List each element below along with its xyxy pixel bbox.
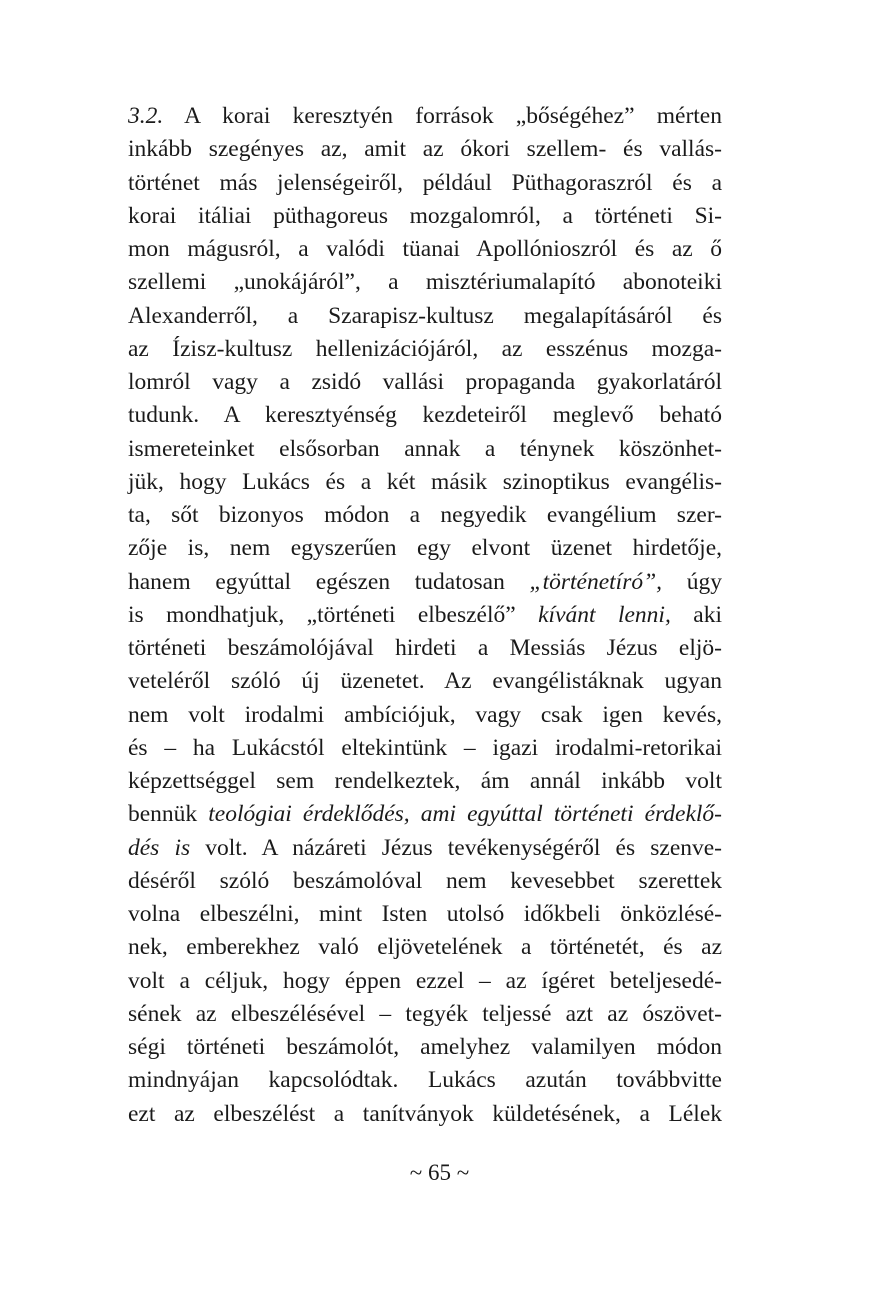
text-segment: képzettséggel sem rendelkeztek, ám annál inkább volt — [128, 768, 722, 794]
text-line — [128, 765, 722, 798]
text-line — [128, 865, 722, 898]
text-segment: volt a céljuk, hogy éppen ezzel – az ígéret beteljesedé- — [128, 967, 722, 994]
text-line — [128, 366, 722, 399]
text-segment: volna elbeszélni, mint Isten utolsó időkbeli önközlésé- — [128, 901, 722, 927]
text-segment: jük, hogy Lukács és a két másik szinoptikus evangélis- — [128, 468, 722, 495]
text-segment: déséről szóló beszámolóval nem kevesebbet szerettek — [128, 867, 722, 894]
text-segment: inkább szegényes az, amit az ókori szellem- és vallás- — [128, 136, 722, 163]
text-line — [128, 532, 722, 565]
text-line — [128, 665, 722, 698]
text-line — [128, 1098, 722, 1131]
text-segment: Alexanderről, a Szarapisz-kultusz megalapításáról és — [128, 302, 722, 329]
text-line — [128, 300, 722, 333]
text-line — [128, 599, 722, 632]
text-line — [128, 433, 722, 466]
text-segment: ezt az elbeszélést a tanítványok küldetésének, a Lélek — [128, 1100, 722, 1127]
text-line — [128, 200, 722, 233]
text-segment: történeti beszámolójával hirdeti a Messiás Jézus eljö- — [128, 635, 722, 661]
text-segment: zője is, nem egyszerűen egy elvont üzenet hirdetője, — [128, 535, 722, 562]
text-segment: úgy — [662, 568, 722, 595]
text-segment: aki — [670, 601, 722, 628]
text-line — [128, 466, 722, 499]
text-segment: A korai keresztyén források „bőségéhez” mérten — [163, 103, 722, 129]
text-line — [128, 1064, 722, 1097]
text-line — [128, 266, 722, 299]
text-line — [128, 566, 722, 599]
text-segment: volt. A názáreti Jézus tevékenységéről és szenve- — [190, 834, 723, 861]
text-line — [128, 699, 722, 732]
text-segment: mon mágusról, a valódi tüanai Apollónioszról és az ő — [128, 236, 722, 262]
italic-text-segment: 3.2. — [128, 103, 164, 129]
text-line — [128, 333, 722, 366]
text-segment: hanem egyúttal egészen tudatosan — [128, 568, 530, 595]
text-line — [128, 798, 722, 831]
italic-text-segment: „történetíró”, — [529, 568, 663, 595]
text-segment: nek, emberekhez való eljövetelének a történetét, és az — [128, 934, 722, 961]
text-line — [128, 100, 722, 133]
text-segment: bennük — [128, 801, 209, 828]
body-text — [128, 100, 722, 1131]
italic-text-segment: teológiai érdeklődés, ami egyúttal történeti érdeklő- — [208, 801, 722, 828]
text-line — [128, 233, 722, 266]
text-line — [128, 931, 722, 964]
text-line — [128, 832, 722, 865]
text-line — [128, 167, 722, 200]
text-segment: is mondhatjuk, „történeti elbeszélő” — [128, 601, 539, 628]
text-line — [128, 732, 722, 765]
text-line — [128, 399, 722, 432]
page-number: ~ 65 ~ — [409, 1160, 470, 1185]
text-line — [128, 632, 722, 665]
text-segment: szellemi „unokájáról”, a misztériumalapító abonoteiki — [128, 269, 722, 296]
text-line — [128, 998, 722, 1031]
text-segment: történet más jelenségeiről, például Püthagoraszról és a — [128, 169, 722, 196]
text-segment: és – ha Lukácstól eltekintünk – igazi irodalmi-retorikai — [128, 734, 722, 761]
text-segment: ismereteinket elsősorban annak a ténynek köszönhet- — [128, 435, 722, 462]
text-segment: ségi történeti beszámolót, amelyhez valamilyen módon — [128, 1034, 722, 1060]
italic-text-segment: kívánt lenni, — [538, 601, 671, 628]
text-segment: mindnyájan kapcsolódtak. Lukács azután továbbvitte — [128, 1067, 722, 1094]
text-segment: tudunk. A keresztyénség kezdeteiről meglevő beható — [128, 402, 722, 429]
text-segment: ta, sőt bizonyos módon a negyedik evangélium szer- — [128, 502, 722, 528]
text-line — [128, 133, 722, 166]
italic-text-segment: dés is — [128, 834, 191, 861]
text-segment: az Ízisz-kultusz hellenizációjáról, az esszénus mozga- — [128, 335, 722, 362]
text-line — [128, 1031, 722, 1064]
text-line — [128, 898, 722, 931]
text-segment: korai itáliai püthagoreus mozgalomról, a történeti Si- — [128, 202, 722, 229]
text-line — [128, 499, 722, 532]
text-segment: veteléről szóló új üzenetet. Az evangélistáknak ugyan — [128, 668, 722, 695]
text-segment: lomról vagy a zsidó vallási propaganda gyakorlatáról — [128, 369, 722, 395]
text-segment: sének az elbeszélésével – tegyék teljessé azt az ószövet- — [128, 1000, 722, 1027]
text-line — [128, 965, 722, 998]
text-segment: nem volt irodalmi ambíciójuk, vagy csak igen kevés, — [128, 701, 722, 728]
